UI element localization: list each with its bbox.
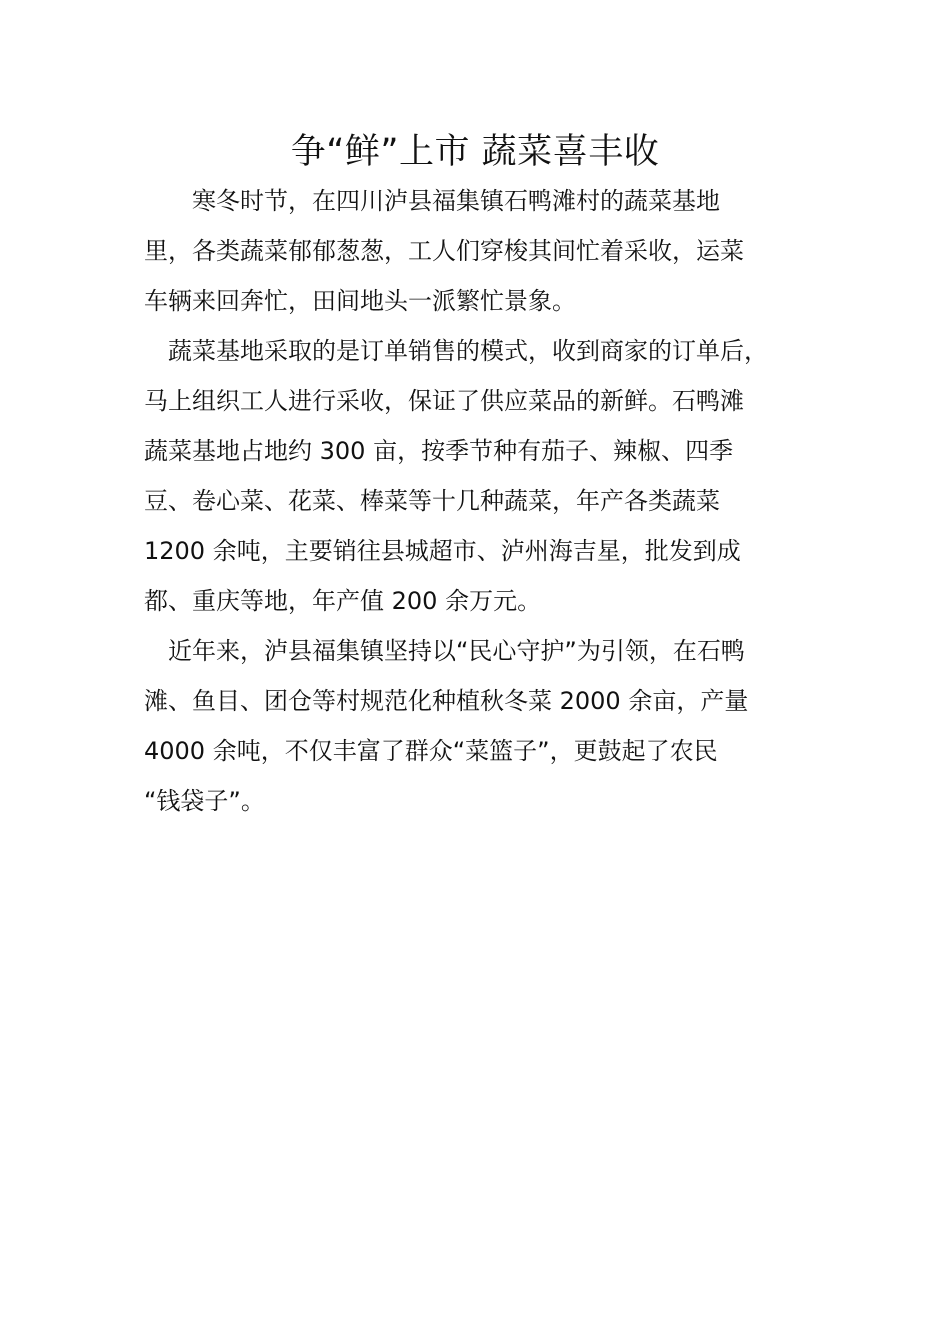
paragraph-line: 4000 余吨，不仅丰富了群众“菜篮子”，更鼓起了农民 — [144, 737, 718, 765]
paragraph-line: 寒冬时节，在四川泸县福集镇石鸭滩村的蔬菜基地 — [144, 187, 720, 215]
paragraph-line: “钱袋子”。 — [144, 787, 265, 815]
paragraph-line: 滩、鱼目、团仓等村规范化种植秋冬菜 2000 余亩，产量 — [144, 687, 749, 715]
paragraph-line: 蔬菜基地占地约 300 亩，按季节种有茄子、辣椒、四季 — [144, 437, 734, 465]
paragraph-2 — [144, 326, 808, 626]
paragraph-line: 马上组织工人进行采收，保证了供应菜品的新鲜。石鸭滩 — [144, 387, 744, 415]
paragraph-line: 蔬菜基地采取的是订单销售的模式，收到商家的订单后， — [144, 337, 768, 365]
article-body — [144, 176, 808, 826]
article-title: 争“鲜”上市 蔬菜喜丰收 — [290, 132, 660, 172]
paragraph-line: 车辆来回奔忙，田间地头一派繁忙景象。 — [144, 287, 576, 315]
paragraph-line: 1200 余吨，主要销往县城超市、泸州海吉星，批发到成 — [144, 537, 741, 565]
paragraph-line: 豆、卷心菜、花菜、棒菜等十几种蔬菜，年产各类蔬菜 — [144, 487, 720, 515]
paragraph-3 — [144, 626, 808, 826]
paragraph-line: 里，各类蔬菜郁郁葱葱，工人们穿梭其间忙着采收，运菜 — [144, 237, 744, 265]
paragraph-line: 都、重庆等地，年产值 200 余万元。 — [144, 587, 542, 615]
paragraph-1 — [144, 176, 808, 326]
paragraph-line: 近年来，泸县福集镇坚持以“民心守护”为引领，在石鸭 — [144, 637, 745, 665]
